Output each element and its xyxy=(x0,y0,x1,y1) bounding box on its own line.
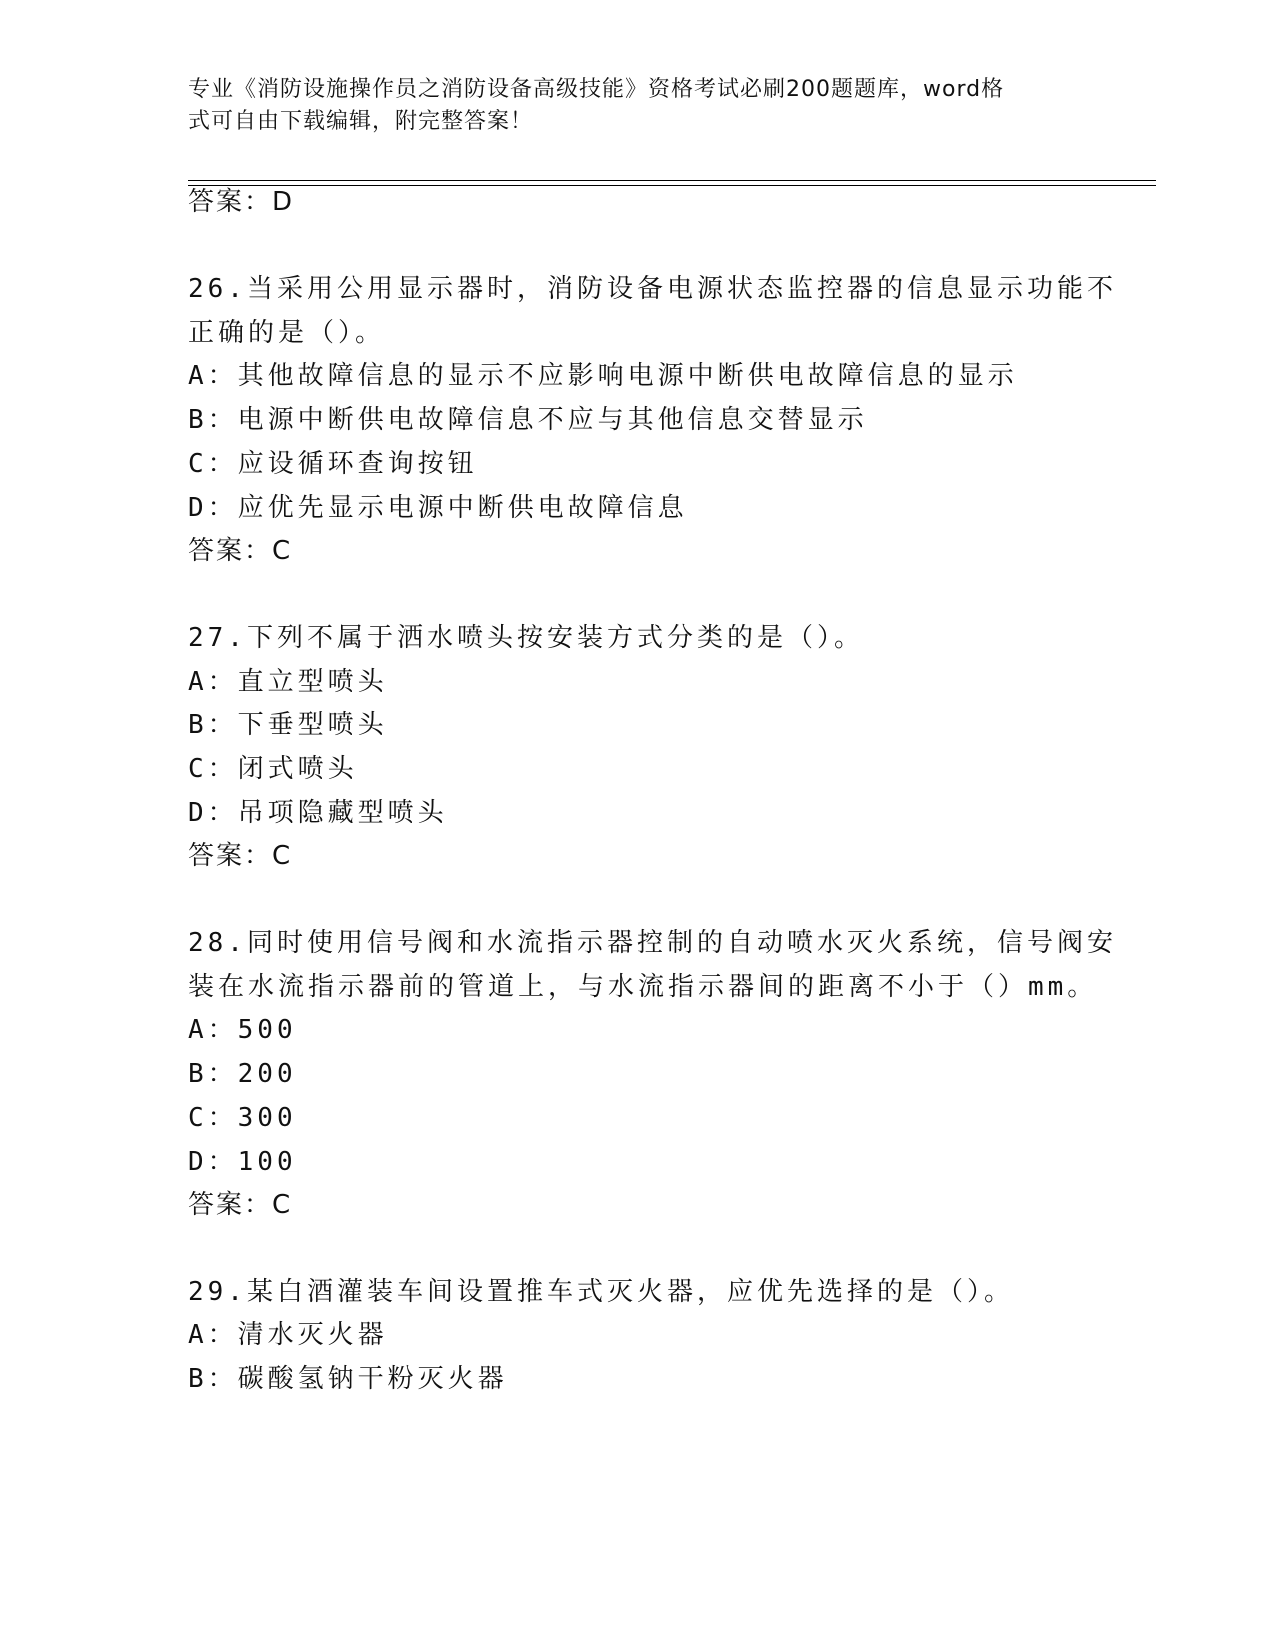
option-line: A：其他故障信息的显示不应影响电源中断供电故障信息的显示 xyxy=(188,361,1018,391)
option-line: C：300 xyxy=(188,1103,297,1133)
option-line: C：应设循环查询按钮 xyxy=(188,449,478,479)
option-line: A：500 xyxy=(188,1015,297,1045)
option-line: C：闭式喷头 xyxy=(188,754,358,784)
question-stem: 29.某白酒灌装车间设置推车式灭火器，应优先选择的是（）。 xyxy=(188,1277,1014,1307)
option-line: B：200 xyxy=(188,1059,297,1089)
header-divider-bottom xyxy=(188,185,1156,186)
question-stem: 装在水流指示器前的管道上，与水流指示器间的距离不小于（）mm。 xyxy=(188,972,1098,1002)
option-line: B：电源中断供电故障信息不应与其他信息交替显示 xyxy=(188,405,868,435)
option-line: A：直立型喷头 xyxy=(188,667,388,697)
option-line: B：下垂型喷头 xyxy=(188,710,388,740)
document-header xyxy=(188,74,1088,138)
answer-line: 答案：C xyxy=(188,536,293,566)
header-line-2: 式可自由下载编辑，附完整答案！ xyxy=(188,109,534,134)
option-line: B：碳酸氢钠干粉灭火器 xyxy=(188,1364,508,1394)
option-line: D：应优先显示电源中断供电故障信息 xyxy=(188,493,688,523)
question-stem: 正确的是（）。 xyxy=(188,318,386,348)
question-stem: 28.同时使用信号阀和水流指示器控制的自动喷水灭火系统，信号阀安 xyxy=(188,928,1117,958)
option-line: D：100 xyxy=(188,1147,297,1177)
question-stem: 27.下列不属于洒水喷头按安装方式分类的是（）。 xyxy=(188,623,864,653)
answer-line: 答案：C xyxy=(188,1190,293,1220)
option-line: D：吊项隐藏型喷头 xyxy=(188,798,448,828)
answer-line: 答案：C xyxy=(188,841,293,871)
header-divider-top xyxy=(188,180,1156,181)
option-line: A：清水灭火器 xyxy=(188,1320,388,1350)
answer-line: 答案：D xyxy=(188,187,295,217)
question-stem: 26.当采用公用显示器时，消防设备电源状态监控器的信息显示功能不 xyxy=(188,274,1117,304)
header-line-1: 专业《消防设施操作员之消防设备高级技能》资格考试必刷200题题库，word格 xyxy=(188,77,1005,102)
